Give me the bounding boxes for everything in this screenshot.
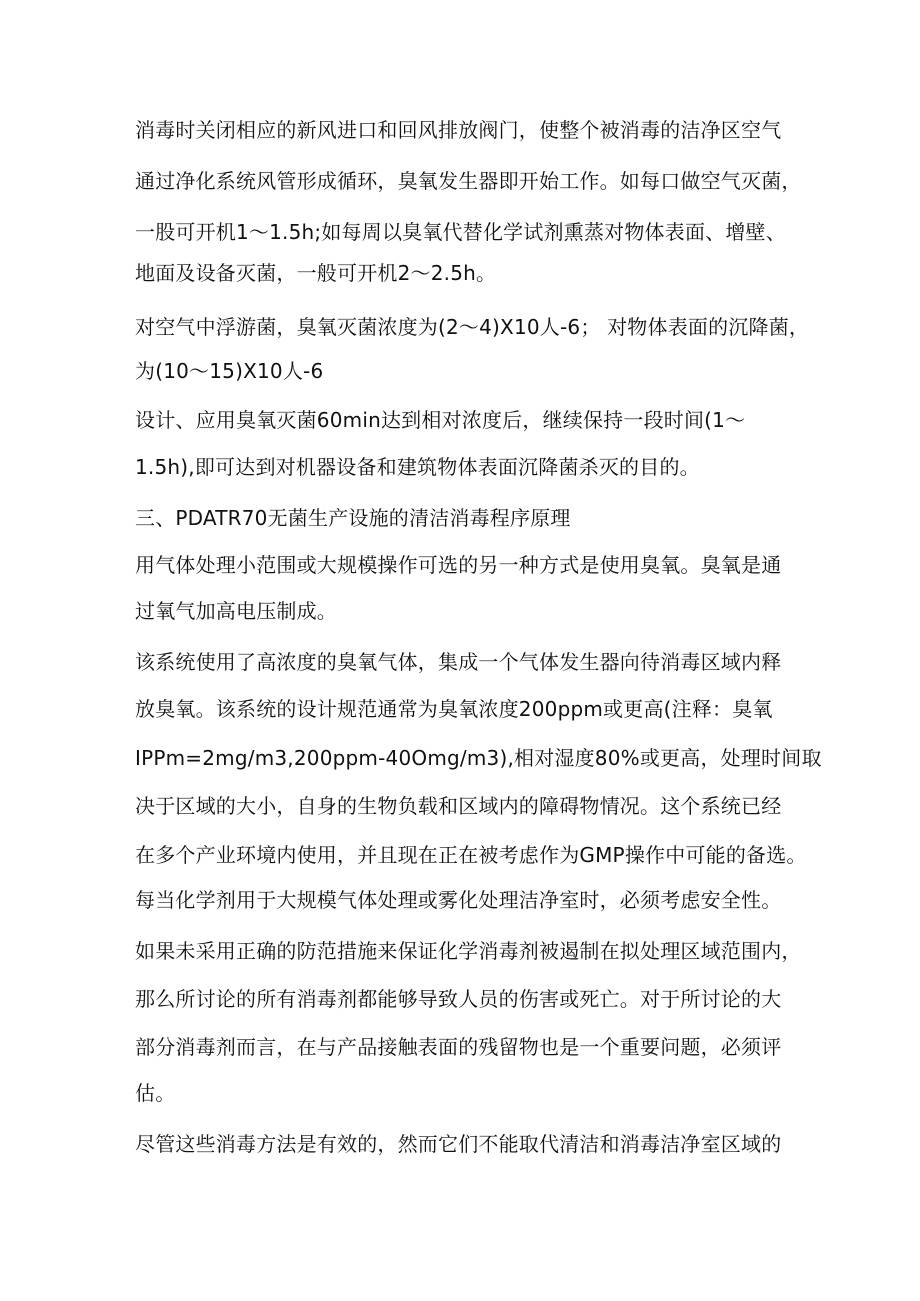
text-line: 该系统使用了高浓度的臭氧气体，集成一个气体发生器向待消毒区域内释 bbox=[135, 650, 782, 674]
text-line: 如果未采用正确的防范措施来保证化学消毒剂被遏制在拟处理区域范围内， bbox=[135, 939, 802, 963]
text-line: 在多个产业环境内使用，并且现在正在被考虑作为GMP操作中可能的备选。 bbox=[135, 843, 807, 867]
text-line: 通过净化系统风管形成循环，臭氧发生器即开始工作。如每口做空气灭菌， bbox=[135, 169, 802, 193]
text-line: 为(10～15)X10人-6 bbox=[135, 359, 324, 383]
text-line: 估。 bbox=[135, 1081, 176, 1105]
text-line: 1.5h),即可达到对机器设备和建筑物体表面沉降菌杀灭的目的。 bbox=[135, 455, 700, 479]
text-line: 尽管这些消毒方法是有效的，然而它们不能取代清洁和消毒洁净室区域的 bbox=[135, 1132, 782, 1156]
text-line: IPPm=2mg/m3,200ppm-40Omg/m3),相对湿度80%或更高，处理时间取 bbox=[135, 746, 822, 770]
section-heading: 三、PDATR70无菌生产设施的清洁消毒程序原理 bbox=[135, 506, 571, 530]
text-line: 那么所讨论的所有消毒剂都能够导致人员的伤害或死亡。对于所讨论的大 bbox=[135, 987, 782, 1011]
text-line: 一股可开机1～1.5h;如每周以臭氧代替化学试剂熏蒸对物体表面、增壁、 bbox=[135, 220, 786, 244]
text-line: 设计、应用臭氧灭菌60min达到相对浓度后，继续保持一段时间(1～ bbox=[135, 408, 746, 432]
text-line: 用气体处理小范围或大规模操作可选的另一种方式是使用臭氧。臭氧是通 bbox=[135, 553, 782, 577]
text-line: 地面及设备灭菌，一般可开机2～2.5h。 bbox=[135, 261, 497, 285]
text-line: 放臭氧。该系统的设计规范通常为臭氧浓度200ppm或更高(注释：臭氧 bbox=[135, 697, 773, 721]
text-line: 过氧气加高电压制成。 bbox=[135, 599, 337, 623]
text-line: 决于区域的大小，自身的生物负载和区域内的障碍物情况。这个系统已经 bbox=[135, 794, 782, 818]
text-line: 部分消毒剂而言，在与产品接触表面的残留物也是一个重要问题，必须评 bbox=[135, 1035, 782, 1059]
text-line: 每当化学剂用于大规模气体处理或雾化处理洁净室时，必须考虑安全性。 bbox=[135, 888, 782, 912]
text-line: 对空气中浮游菌，臭氧灭菌浓度为(2～4)X10人-6； 对物体表面的沉降菌， bbox=[135, 315, 810, 339]
text-line: 消毒时关闭相应的新风进口和回风排放阀门，使整个被消毒的洁净区空气 bbox=[135, 118, 782, 142]
